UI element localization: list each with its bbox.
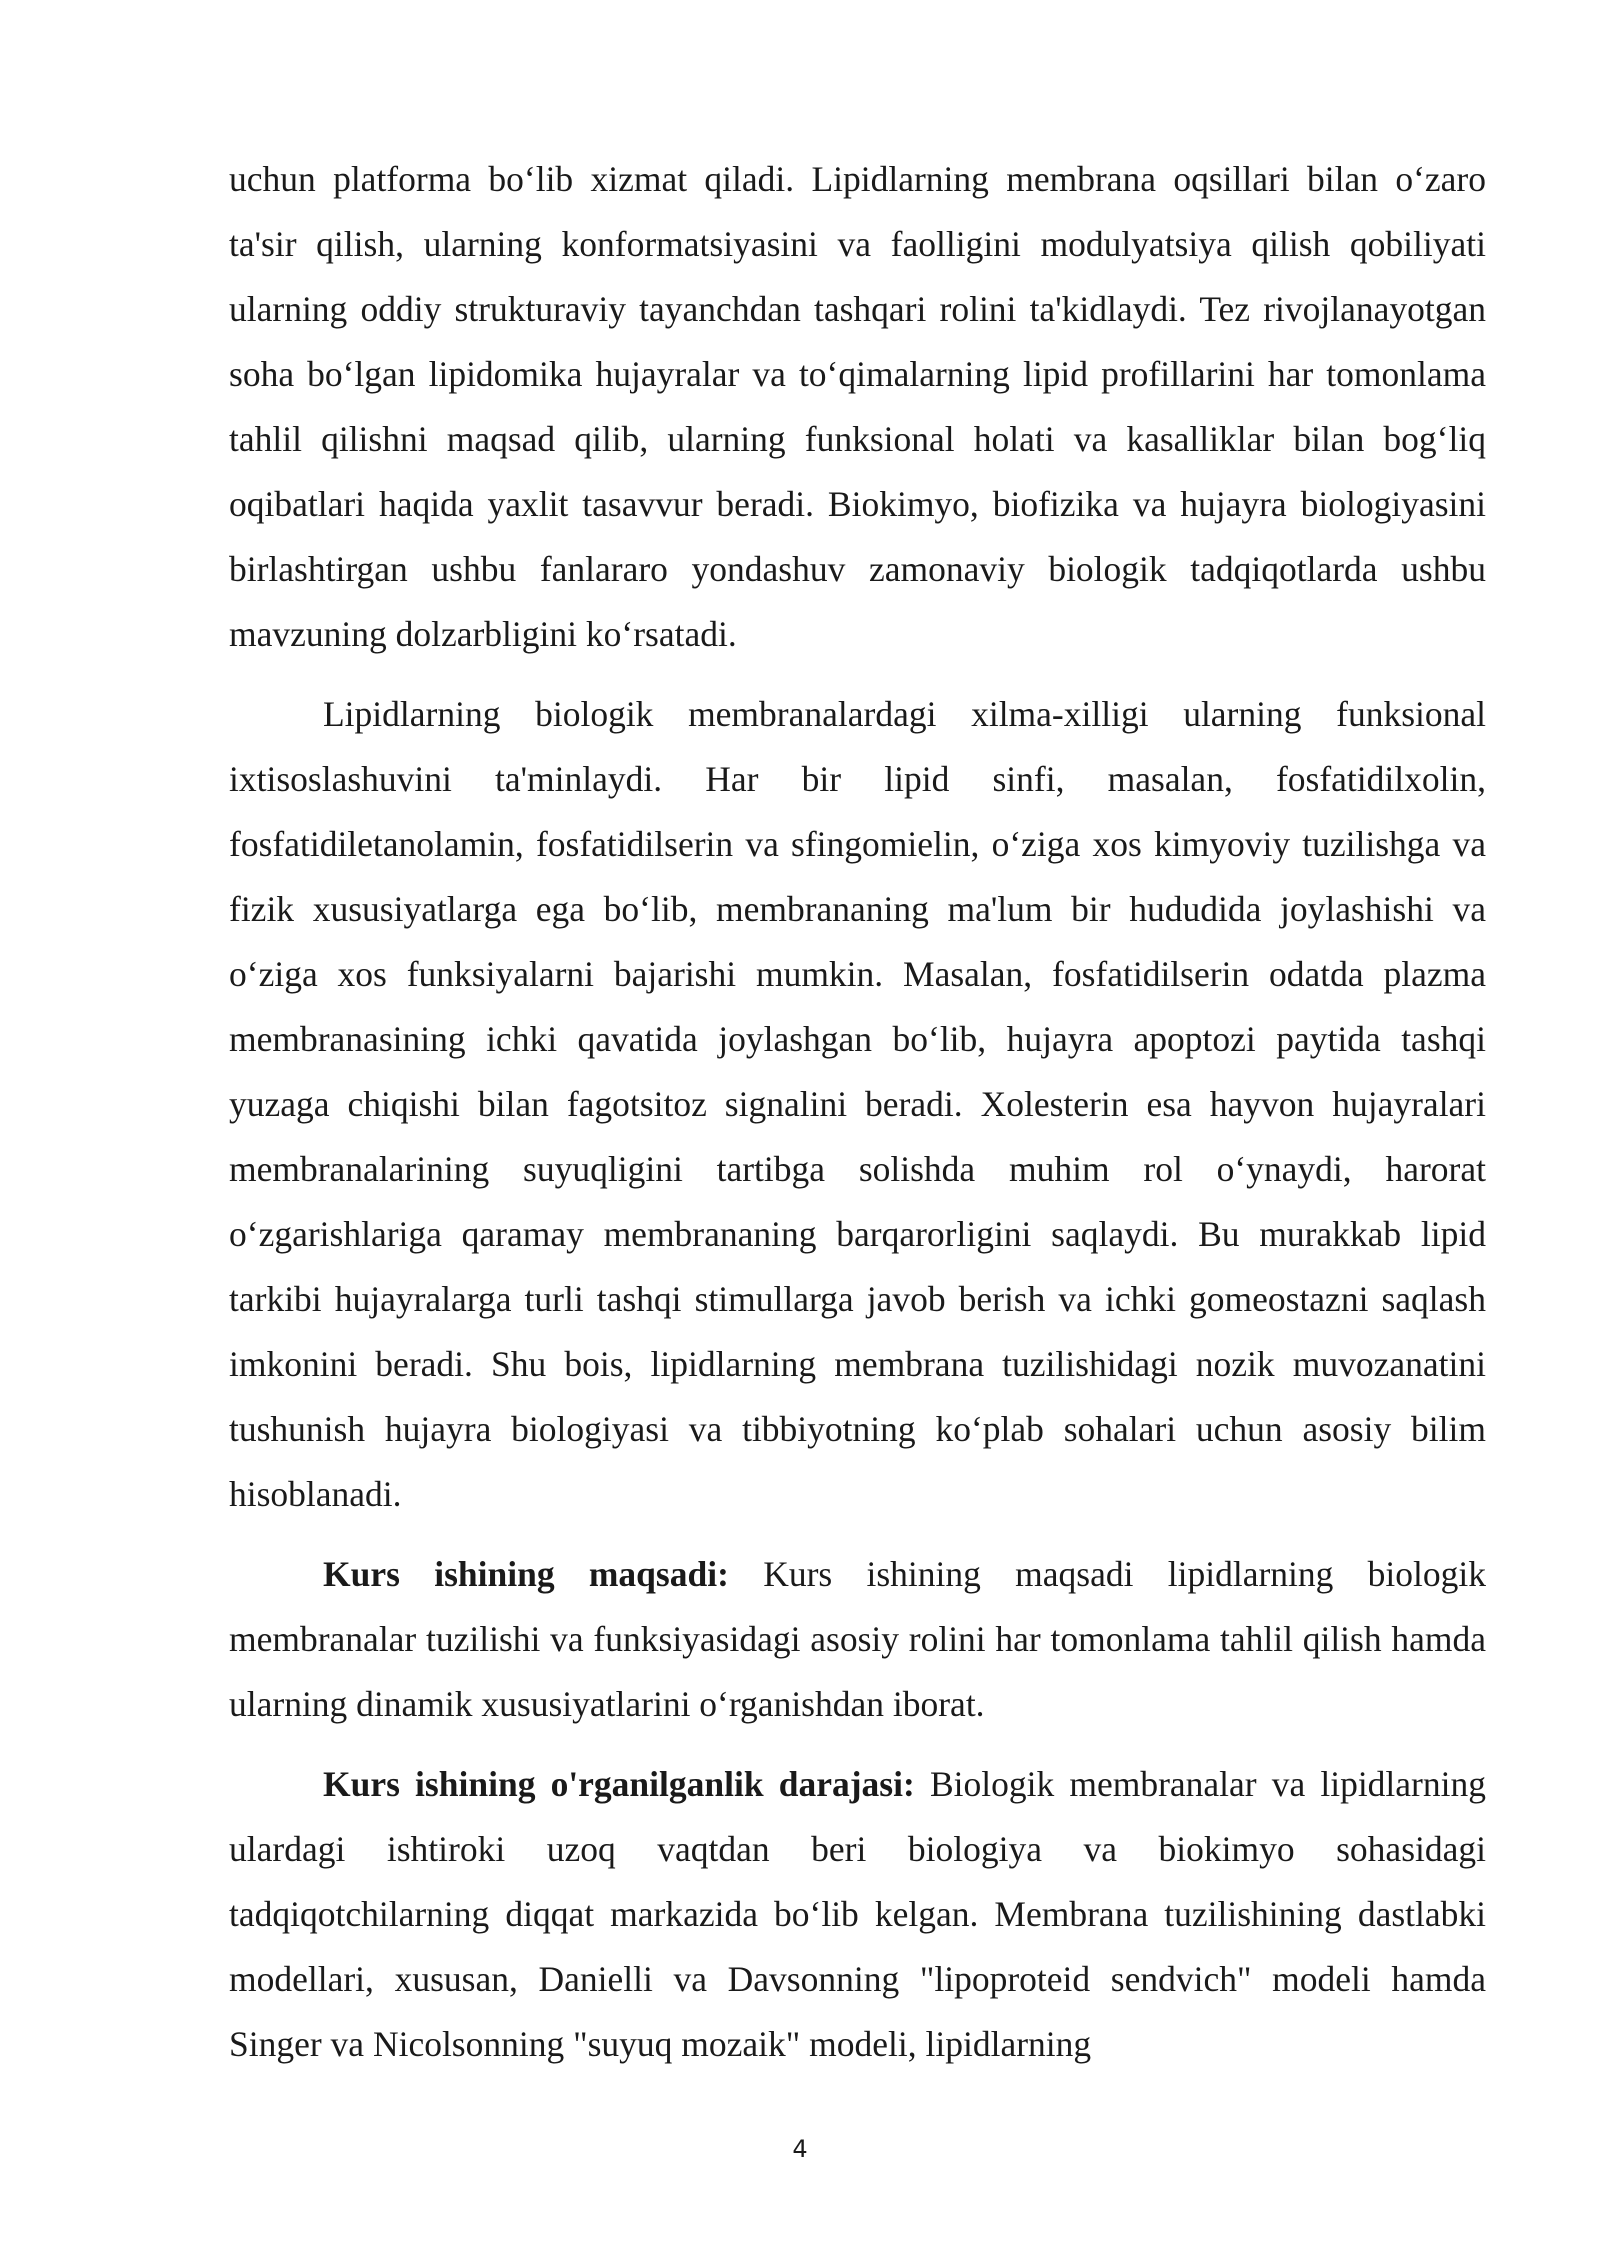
section-lead-heading: Kurs ishining o'rganilganlik darajasi: xyxy=(323,1764,915,1804)
paragraph-course-goal xyxy=(229,1542,1486,1737)
paragraph-text: uchun platforma bo‘lib xizmat qiladi. Lipidlarning membrana oqsillari bilan o‘zaro ta'sir qilish, ularning konformatsiyasini va faolligini modulyatsiya qilish qobiliyati ularning oddiy strukturaviy tayanchdan tashqari rolini ta'kidlaydi. Tez rivojlanayotgan soha bo‘lgan lipidomika hujayralar va to‘qimalarning lipid profillarini har tomonlama tahlil qilishni maqsad qilib, ularning funksional holati va kasalliklar bilan bog‘liq oqibatlari haqida yaxlit tasavvur beradi. Biokimyo, biofizika va hujayra biologiyasini birlashtirgan ushbu fanlararo yondashuv zamonaviy biologik tadqiqotlarda ushbu mavzuning dolzarbligini ko‘rsatadi. xyxy=(229,159,1486,654)
page-number: 4 xyxy=(792,2135,808,2163)
section-lead-heading: Kurs ishining maqsadi: xyxy=(323,1554,729,1594)
paragraph-text: Biologik membranalar va lipidlarning ulardagi ishtiroki uzoq vaqtdan beri biologiya va biokimyo sohasidagi tadqiqotchilarning diqqat markazida bo‘lib kelgan. Membrana tuzilishining dastlabki modellari, xususan, Danielli va Davsonning "lipoproteid sendvich" modeli hamda Singer va Nicolsonning "suyuq mozaik" modeli, lipidlarning xyxy=(229,1764,1486,2064)
body-text xyxy=(229,147,1486,2092)
paragraph-text: Lipidlarning biologik membranalardagi xilma-xilligi ularning funksional ixtisoslashuvini ta'minlaydi. Har bir lipid sinfi, masalan, fosfatidilxolin, fosfatidiletanolamin, fosfatidilserin va sfingomielin, o‘ziga xos kimyoviy tuzilishga va fizik xususiyatlarga ega bo‘lib, membrananing ma'lum bir hududida joylashishi va o‘ziga xos funksiyalarni bajarishi mumkin. Masalan, fosfatidilserin odatda plazma membranasining ichki qavatida joylashgan bo‘lib, hujayra apoptozi paytida tashqi yuzaga chiqishi bilan fagotsitoz signalini beradi. Xolesterin esa hayvon hujayralari membranalarining suyuqligini tartibga solishda muhim rol o‘ynaydi, harorat o‘zgarishlariga qaramay membrananing barqarorligini saqlaydi. Bu murakkab lipid tarkibi hujayralarga turli tashqi stimullarga javob berish va ichki gomeostazni saqlash imkonini beradi. Shu bois, lipidlarning membrana tuzilishidagi nozik muvozanatini tushunish hujayra biologiyasi va tibbiyotning ko‘plab sohalari uchun asosiy bilim hisoblanadi. xyxy=(229,694,1486,1514)
paragraph-text: Kurs ishining maqsadi lipidlarning biologik membranalar tuzilishi va funksiyasidagi asosiy rolini har tomonlama tahlil qilish hamda ularning dinamik xususiyatlarini o‘rganishdan iborat. xyxy=(229,1554,1486,1724)
paragraph-lipid-diversity xyxy=(229,682,1486,1527)
paragraph-study-level xyxy=(229,1752,1486,2077)
paragraph-continuation xyxy=(229,147,1486,667)
